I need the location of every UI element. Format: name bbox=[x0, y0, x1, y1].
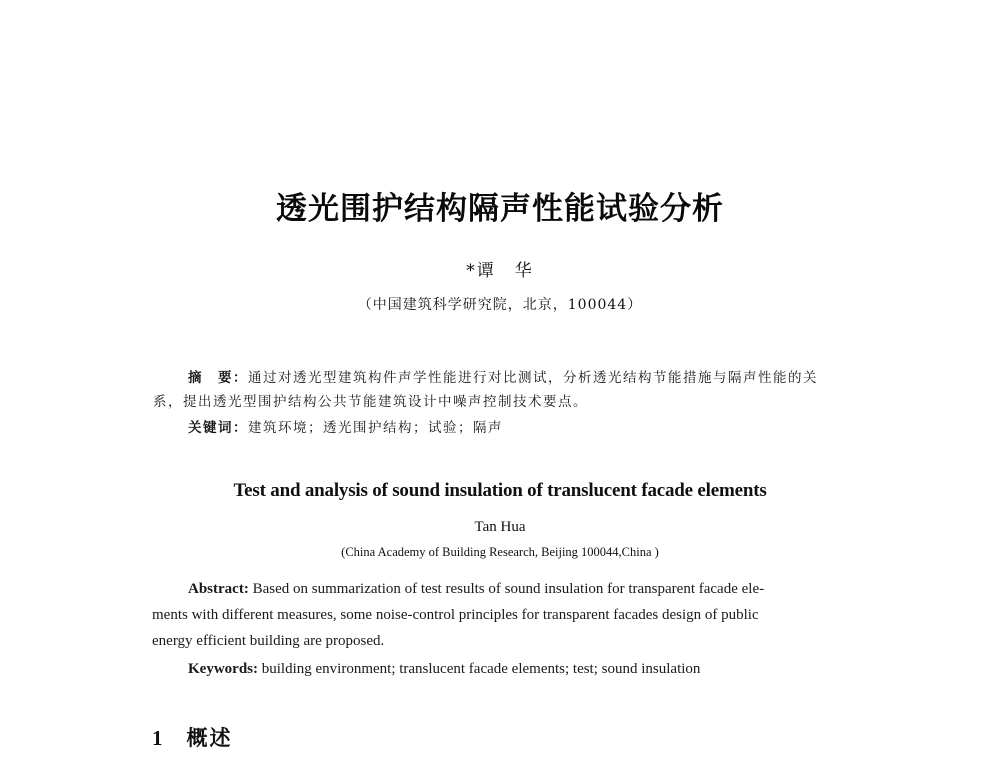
chinese-keywords-label: 关键词： bbox=[188, 420, 248, 436]
section-title: 概述 bbox=[186, 726, 233, 750]
chinese-keywords bbox=[188, 416, 503, 436]
english-abstract-line-1 bbox=[188, 581, 764, 598]
chinese-abstract-label: 摘 要： bbox=[188, 370, 248, 386]
english-abstract-line-3: energy efficient building are proposed. bbox=[152, 633, 385, 649]
english-abstract-text-1: Based on summarization of test results of sound insulation for transparent facade ele- bbox=[248, 581, 765, 597]
chinese-keywords-text: 建筑环境；透光围护结构；试验；隔声 bbox=[248, 420, 503, 436]
chinese-abstract-line-1 bbox=[188, 366, 818, 386]
section-number: 1 bbox=[152, 726, 163, 750]
english-keywords bbox=[188, 661, 700, 678]
english-keywords-text: building environment; translucent facade elements; test; sound insulation bbox=[258, 661, 701, 677]
chinese-abstract-line-2: 系，提出透光型围护结构公共节能建筑设计中噪声控制技术要点。 bbox=[153, 394, 588, 410]
english-abstract-label: Abstract: bbox=[188, 581, 249, 597]
english-abstract-line-2: ments with different measures, some noise-control principles for transparent facades design of public bbox=[152, 607, 759, 623]
english-keywords-label: Keywords: bbox=[188, 661, 258, 677]
chinese-title: 透光围护结构隔声性能试验分析 bbox=[276, 191, 724, 227]
chinese-affiliation: （中国建筑科学研究院，北京，100044） bbox=[357, 297, 643, 313]
section-heading bbox=[152, 722, 233, 752]
chinese-abstract-text-1: 通过对透光型建筑构件声学性能进行对比测试，分析透光结构节能措施与隔声性能的关 bbox=[248, 370, 818, 386]
chinese-author: *谭 华 bbox=[466, 261, 534, 281]
english-title: Test and analysis of sound insulation of translucent facade elements bbox=[233, 480, 767, 501]
english-affiliation: (China Academy of Building Research, Beijing 100044,China ) bbox=[341, 545, 659, 559]
english-author: Tan Hua bbox=[474, 519, 526, 535]
